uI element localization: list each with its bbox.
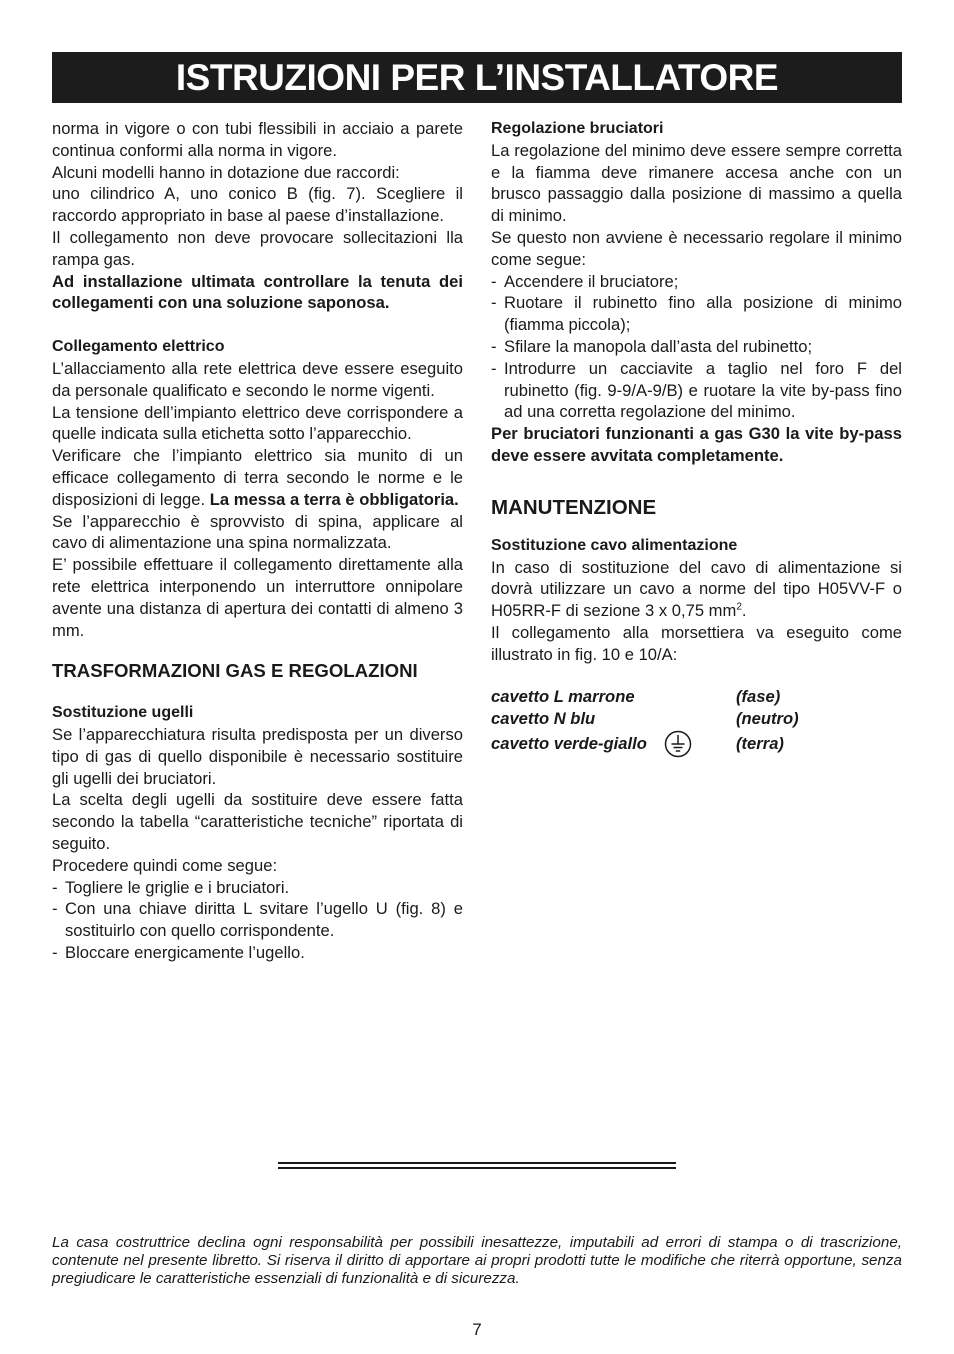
wire-role: (fase) xyxy=(736,686,781,706)
paragraph: Se l’apparecchiatura risulta predisposta per un diverso tipo di gas di quello disponibile è necessario sostituire gli ugelli dei bruciatori. xyxy=(52,724,463,788)
page-title: ISTRUZIONI PER L’INSTALLATORE xyxy=(52,52,902,103)
paragraph: uno cilindrico A, uno conico B (fig. 7). Scegliere il raccordo appropriato in base al paese d’installazione. xyxy=(52,184,463,226)
list-item: - Sfilare la manopola dall’asta del rubinetto; xyxy=(491,336,902,358)
paragraph: Se l’apparecchio è sprovvisto di spina, applicare al cavo di alimentazione una spina normalizzata. xyxy=(52,511,463,553)
left-column xyxy=(52,118,463,964)
burner-steps-list xyxy=(491,271,902,424)
ground-icon xyxy=(664,730,692,758)
page-number: 7 xyxy=(472,1320,482,1339)
paragraph-text: In caso di sostituzione del cavo di alimentazione si dovrà utilizzare un cavo a norme del tipo H05VV-F o H05RR-F di sezione 3 x 0,75 mm xyxy=(491,557,902,621)
paragraph: La scelta degli ugelli da sostituire deve essere fatta secondo la tabella “caratteristiche tecniche” riportata di seguito. xyxy=(52,790,463,853)
right-column xyxy=(491,118,902,758)
paragraph: L’allacciamento alla rete elettrica deve essere eseguito da personale qualificato e secondo le norme vigenti. xyxy=(52,358,463,400)
paragraph: norma in vigore o con tubi flessibili in acciaio a parete continua conformi alla norma in vigore. xyxy=(52,119,463,160)
list-item: - Togliere le griglie e i bruciatori. xyxy=(52,877,463,899)
wire-row xyxy=(491,708,902,730)
paragraph xyxy=(491,557,902,622)
cable-heading: Sostituzione cavo alimentazione xyxy=(491,536,738,554)
disclaimer: La casa costruttrice declina ogni responsabilità per possibili inesattezze, imputabili ad errori di stampa o di trascrizione, contenute nel presente libretto. Si riserva il diritto di apportare ai propri prodotti tutte le modifiche che riterrà opportune, senza pregiudicare le caratteristiche essenziali di funzionalità e di sicurezza. xyxy=(52,1234,902,1288)
paragraph: E’ possibile effettuare il collegamento direttamente alla rete elettrica interponendo un interruttore onnipolare avente una distanza di apertura dei contatti di almeno 3 mm. xyxy=(52,555,463,640)
wire-row xyxy=(491,686,902,708)
wire-row xyxy=(491,730,902,758)
wire-name: cavetto verde-giallo xyxy=(491,733,647,753)
nozzle-heading: Sostituzione ugelli xyxy=(52,704,194,722)
grounding-warning: La messa a terra è obbligatoria. xyxy=(209,489,459,509)
section-heading-gas: TRASFORMAZIONI GAS E REGOLAZIONI xyxy=(52,660,418,682)
wire-name: cavetto L marrone xyxy=(491,686,635,706)
list-item: - Introdurre un cacciavite a taglio nel foro F del rubinetto (fig. 9-9/A-9/B) e ruotare la vite by-pass fino ad una corretta regolazione del minimo. xyxy=(491,358,902,423)
wiring-table xyxy=(491,686,902,758)
paragraph: La regolazione del minimo deve essere sempre corretta e la fiamma deve rimanere accesa anche con un brusco passaggio dalla posizione di massimo a quella di minimo. xyxy=(491,140,902,226)
section-heading-maintenance: MANUTENZIONE xyxy=(491,495,657,519)
list-item: - Ruotare il rubinetto fino alla posizione di minimo (fiamma piccola); xyxy=(491,292,902,336)
list-item: - Bloccare energicamente l’ugello. xyxy=(52,942,463,964)
wire-role: (neutro) xyxy=(736,708,799,728)
divider xyxy=(278,1167,676,1169)
paragraph: La tensione dell’impianto elettrico deve corrispondere a quelle indicata sulla etichetta sotto l’apparecchio. xyxy=(52,402,463,444)
electrical-heading: Collegamento elettrico xyxy=(52,338,225,356)
paragraph-text: . xyxy=(741,601,747,621)
paragraph: Procedere quindi come segue: xyxy=(52,855,278,875)
list-item: - Accendere il bruciatore; xyxy=(491,271,902,293)
paragraph: Il collegamento non deve provocare sollecitazioni lla rampa gas. xyxy=(52,227,463,269)
warning-paragraph: Per bruciatori funzionanti a gas G30 la vite by-pass deve essere avvitata completamente. xyxy=(491,424,902,465)
divider xyxy=(278,1162,676,1164)
burner-heading: Regolazione bruciatori xyxy=(491,120,664,137)
paragraph-text: Verificare che l’impianto elettrico sia munito di un efficace collegamento di terra secondo le norme e le disposizioni di legge. xyxy=(52,446,463,509)
paragraph: Alcuni modelli hanno in dotazione due raccordi: xyxy=(52,162,400,182)
superscript: 2 xyxy=(736,601,742,613)
wire-name: cavetto N blu xyxy=(491,708,596,728)
warning-paragraph: Ad installazione ultimata controllare la tenuta dei collegamenti con una soluzione saponosa. xyxy=(52,271,463,313)
wire-role: (terra) xyxy=(736,733,784,753)
paragraph xyxy=(52,445,463,510)
paragraph: Il collegamento alla morsettiera va eseguito come illustrato in fig. 10 e 10/A: xyxy=(491,622,902,664)
list-item: - Con una chiave diritta L svitare l’ugello U (fig. 8) e sostituirlo con quello corrispondente. xyxy=(52,898,463,942)
paragraph: Se questo non avviene è necessario regolare il minimo come segue: xyxy=(491,227,902,269)
nozzle-steps-list xyxy=(52,877,463,964)
